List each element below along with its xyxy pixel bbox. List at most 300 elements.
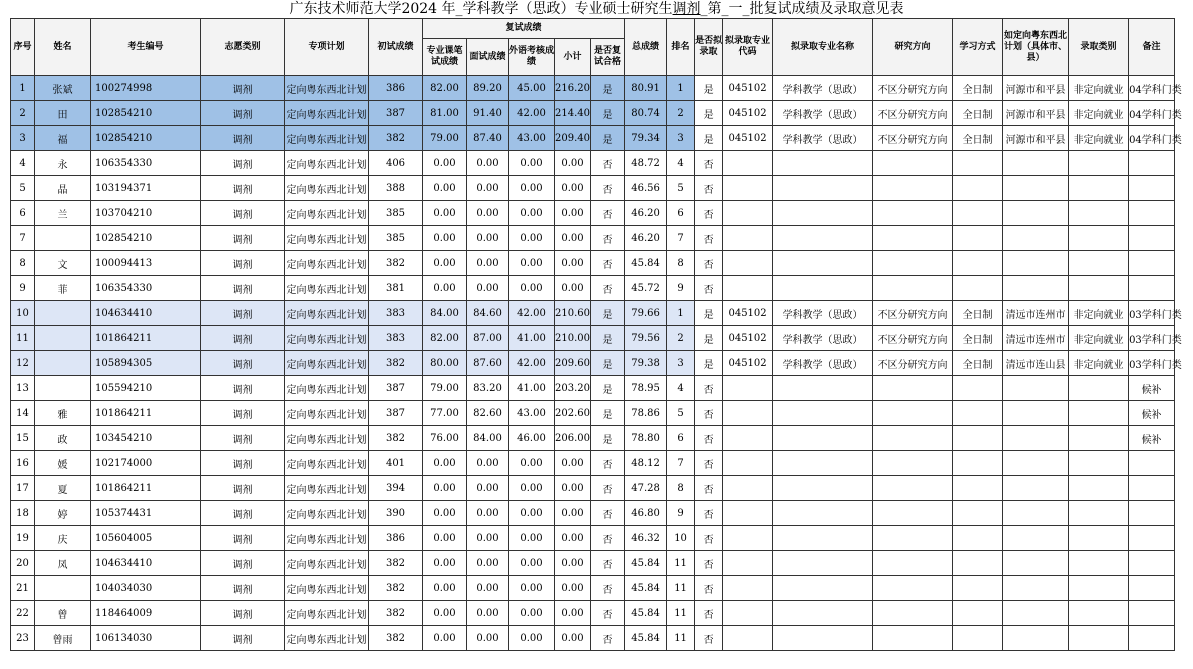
cell-interview: 0.00 <box>467 576 509 601</box>
header-major-code: 拟录取专业代码 <box>723 19 773 76</box>
cell-subtotal: 0.00 <box>555 551 591 576</box>
cell-pass: 是 <box>591 126 625 151</box>
cell-subtotal: 206.00 <box>555 426 591 451</box>
cell-exam-no: 102854210 <box>91 126 201 151</box>
cell-major-name: 学科教学（思政） <box>773 76 873 101</box>
cell-foreign: 42.00 <box>509 301 555 326</box>
cell-study-mode <box>953 251 1003 276</box>
cell-total: 79.66 <box>625 301 667 326</box>
cell-plan: 定向粤东西北计划 <box>285 76 369 101</box>
cell-total: 45.84 <box>625 576 667 601</box>
cell-region: 清远市连州市 <box>1003 326 1069 351</box>
cell-plan: 定向粤东西北计划 <box>285 126 369 151</box>
cell-rank: 1 <box>667 301 695 326</box>
cell-foreign: 42.00 <box>509 351 555 376</box>
cell-remark: 04学科门类 <box>1129 126 1175 151</box>
table-row <box>11 301 1175 326</box>
cell-foreign: 46.00 <box>509 426 555 451</box>
cell-admit: 是 <box>695 301 723 326</box>
cell-major-name <box>773 426 873 451</box>
cell-admit-type <box>1069 376 1129 401</box>
cell-prelim: 401 <box>369 451 423 476</box>
cell-volunteer: 调剂 <box>201 426 285 451</box>
cell-remark <box>1129 451 1175 476</box>
cell-subtotal: 210.00 <box>555 326 591 351</box>
cell-rank: 7 <box>667 451 695 476</box>
page-title <box>0 0 1193 18</box>
cell-interview: 87.40 <box>467 126 509 151</box>
cell-plan: 定向粤东西北计划 <box>285 426 369 451</box>
cell-exam-no: 106134030 <box>91 626 201 651</box>
cell-admit: 否 <box>695 151 723 176</box>
cell-admit: 是 <box>695 351 723 376</box>
cell-prof-written: 79.00 <box>423 126 467 151</box>
cell-prelim: 387 <box>369 401 423 426</box>
cell-rank: 9 <box>667 276 695 301</box>
cell-interview: 0.00 <box>467 176 509 201</box>
cell-remark <box>1129 576 1175 601</box>
cell-region <box>1003 276 1069 301</box>
cell-major-name <box>773 601 873 626</box>
cell-rank: 3 <box>667 126 695 151</box>
cell-plan: 定向粤东西北计划 <box>285 626 369 651</box>
cell-plan: 定向粤东西北计划 <box>285 226 369 251</box>
cell-interview: 83.20 <box>467 376 509 401</box>
cell-foreign: 0.00 <box>509 551 555 576</box>
cell-interview: 0.00 <box>467 451 509 476</box>
cell-region <box>1003 476 1069 501</box>
cell-foreign: 42.00 <box>509 101 555 126</box>
cell-foreign: 45.00 <box>509 76 555 101</box>
cell-plan: 定向粤东西北计划 <box>285 526 369 551</box>
cell-admit-type <box>1069 426 1129 451</box>
cell-study-mode <box>953 151 1003 176</box>
cell-total: 48.72 <box>625 151 667 176</box>
cell-prelim: 381 <box>369 276 423 301</box>
header-total: 总成绩 <box>625 19 667 76</box>
cell-foreign: 41.00 <box>509 326 555 351</box>
cell-exam-no: 104034030 <box>91 576 201 601</box>
cell-study-mode <box>953 476 1003 501</box>
cell-remark <box>1129 226 1175 251</box>
cell-study-mode: 全日制 <box>953 351 1003 376</box>
cell-region <box>1003 576 1069 601</box>
cell-direction <box>873 501 953 526</box>
cell-rank: 10 <box>667 526 695 551</box>
cell-rank: 3 <box>667 351 695 376</box>
cell-major-name <box>773 476 873 501</box>
cell-pass: 是 <box>591 351 625 376</box>
header-study-mode: 学习方式 <box>953 19 1003 76</box>
cell-seq: 10 <box>11 301 35 326</box>
cell-pass: 是 <box>591 426 625 451</box>
cell-prelim: 382 <box>369 601 423 626</box>
cell-prelim: 390 <box>369 501 423 526</box>
table-row <box>11 451 1175 476</box>
table-row <box>11 501 1175 526</box>
cell-exam-no: 102854210 <box>91 226 201 251</box>
cell-remark <box>1129 501 1175 526</box>
header-volunteer: 志愿类别 <box>201 19 285 76</box>
cell-remark: 03学科门类 <box>1129 351 1175 376</box>
cell-interview: 0.00 <box>467 526 509 551</box>
cell-prof-written: 0.00 <box>423 251 467 276</box>
header-plan: 专项计划 <box>285 19 369 76</box>
cell-volunteer: 调剂 <box>201 226 285 251</box>
cell-name: 夏 <box>35 476 91 501</box>
cell-interview: 82.60 <box>467 401 509 426</box>
cell-admit: 否 <box>695 201 723 226</box>
cell-volunteer: 调剂 <box>201 451 285 476</box>
cell-pass: 是 <box>591 401 625 426</box>
cell-direction <box>873 526 953 551</box>
table-row <box>11 551 1175 576</box>
cell-admit: 否 <box>695 251 723 276</box>
cell-remark: 候补 <box>1129 401 1175 426</box>
cell-region <box>1003 376 1069 401</box>
cell-major-name: 学科教学（思政） <box>773 351 873 376</box>
cell-pass: 否 <box>591 201 625 226</box>
cell-rank: 5 <box>667 401 695 426</box>
cell-admit: 否 <box>695 376 723 401</box>
cell-study-mode <box>953 376 1003 401</box>
cell-major-name: 学科教学（思政） <box>773 126 873 151</box>
cell-prelim: 382 <box>369 551 423 576</box>
cell-direction <box>873 151 953 176</box>
cell-prof-written: 79.00 <box>423 376 467 401</box>
cell-direction: 不区分研究方向 <box>873 326 953 351</box>
cell-seq: 5 <box>11 176 35 201</box>
cell-region <box>1003 626 1069 651</box>
cell-total: 79.56 <box>625 326 667 351</box>
cell-major-code: 045102 <box>723 326 773 351</box>
cell-plan: 定向粤东西北计划 <box>285 376 369 401</box>
cell-remark: 候补 <box>1129 426 1175 451</box>
header-prelim: 初试成绩 <box>369 19 423 76</box>
cell-region: 清远市连山县 <box>1003 351 1069 376</box>
table-row <box>11 401 1175 426</box>
cell-study-mode <box>953 601 1003 626</box>
table-row <box>11 476 1175 501</box>
cell-subtotal: 0.00 <box>555 601 591 626</box>
cell-name: 政 <box>35 426 91 451</box>
cell-direction <box>873 401 953 426</box>
cell-rank: 4 <box>667 376 695 401</box>
cell-foreign: 0.00 <box>509 176 555 201</box>
cell-volunteer: 调剂 <box>201 401 285 426</box>
cell-study-mode: 全日制 <box>953 101 1003 126</box>
cell-prof-written: 0.00 <box>423 551 467 576</box>
cell-rank: 1 <box>667 76 695 101</box>
cell-total: 46.56 <box>625 176 667 201</box>
cell-major-code: 045102 <box>723 76 773 101</box>
header-subtotal: 小计 <box>555 39 591 76</box>
cell-subtotal: 0.00 <box>555 576 591 601</box>
cell-foreign: 0.00 <box>509 476 555 501</box>
cell-prelim: 387 <box>369 101 423 126</box>
cell-remark <box>1129 251 1175 276</box>
cell-study-mode <box>953 501 1003 526</box>
cell-admit: 是 <box>695 126 723 151</box>
cell-region <box>1003 176 1069 201</box>
cell-pass: 否 <box>591 576 625 601</box>
cell-major-name <box>773 626 873 651</box>
cell-name: 菲 <box>35 276 91 301</box>
cell-direction <box>873 626 953 651</box>
cell-pass: 否 <box>591 276 625 301</box>
cell-total: 46.32 <box>625 526 667 551</box>
cell-major-code <box>723 501 773 526</box>
cell-direction <box>873 176 953 201</box>
table-row <box>11 251 1175 276</box>
cell-name: 庆 <box>35 526 91 551</box>
cell-exam-no: 103704210 <box>91 201 201 226</box>
cell-region <box>1003 426 1069 451</box>
cell-total: 45.84 <box>625 601 667 626</box>
cell-plan: 定向粤东西北计划 <box>285 601 369 626</box>
cell-pass: 否 <box>591 551 625 576</box>
cell-admit-type <box>1069 626 1129 651</box>
cell-volunteer: 调剂 <box>201 301 285 326</box>
cell-region <box>1003 526 1069 551</box>
table-row <box>11 576 1175 601</box>
cell-study-mode <box>953 576 1003 601</box>
cell-remark <box>1129 201 1175 226</box>
cell-pass: 是 <box>591 326 625 351</box>
cell-name <box>35 226 91 251</box>
cell-name <box>35 301 91 326</box>
cell-interview: 0.00 <box>467 151 509 176</box>
title-part-3: _第_一_批复试成绩及录取意见表 <box>700 1 904 17</box>
cell-total: 46.80 <box>625 501 667 526</box>
cell-interview: 0.00 <box>467 626 509 651</box>
cell-admit: 否 <box>695 426 723 451</box>
cell-name <box>35 351 91 376</box>
cell-prof-written: 77.00 <box>423 401 467 426</box>
table-row <box>11 201 1175 226</box>
cell-admit-type: 非定向就业 <box>1069 101 1129 126</box>
cell-major-code: 045102 <box>723 351 773 376</box>
cell-seq: 17 <box>11 476 35 501</box>
cell-admit: 否 <box>695 401 723 426</box>
cell-prelim: 387 <box>369 376 423 401</box>
cell-pass: 是 <box>591 76 625 101</box>
cell-remark <box>1129 151 1175 176</box>
cell-admit-type <box>1069 501 1129 526</box>
cell-admit-type <box>1069 401 1129 426</box>
cell-plan: 定向粤东西北计划 <box>285 501 369 526</box>
cell-foreign: 0.00 <box>509 276 555 301</box>
cell-prof-written: 0.00 <box>423 451 467 476</box>
cell-seq: 16 <box>11 451 35 476</box>
cell-remark: 候补 <box>1129 376 1175 401</box>
cell-prof-written: 76.00 <box>423 426 467 451</box>
cell-total: 45.84 <box>625 551 667 576</box>
cell-prelim: 385 <box>369 201 423 226</box>
cell-volunteer: 调剂 <box>201 201 285 226</box>
cell-direction <box>873 201 953 226</box>
cell-prelim: 383 <box>369 326 423 351</box>
cell-major-name <box>773 451 873 476</box>
cell-major-name <box>773 526 873 551</box>
cell-seq: 22 <box>11 601 35 626</box>
cell-exam-no: 104634410 <box>91 551 201 576</box>
cell-plan: 定向粤东西北计划 <box>285 476 369 501</box>
cell-total: 80.74 <box>625 101 667 126</box>
table-row <box>11 351 1175 376</box>
cell-name: 文 <box>35 251 91 276</box>
cell-study-mode: 全日制 <box>953 301 1003 326</box>
table-row <box>11 101 1175 126</box>
cell-total: 45.84 <box>625 626 667 651</box>
header-exam-no: 考生编号 <box>91 19 201 76</box>
cell-region <box>1003 551 1069 576</box>
cell-subtotal: 209.40 <box>555 126 591 151</box>
cell-volunteer: 调剂 <box>201 501 285 526</box>
cell-pass: 否 <box>591 526 625 551</box>
cell-total: 45.84 <box>625 251 667 276</box>
cell-direction: 不区分研究方向 <box>873 351 953 376</box>
cell-region: 河源市和平县 <box>1003 76 1069 101</box>
cell-name: 雅 <box>35 401 91 426</box>
cell-major-code: 045102 <box>723 101 773 126</box>
cell-rank: 4 <box>667 151 695 176</box>
cell-volunteer: 调剂 <box>201 476 285 501</box>
cell-plan: 定向粤东西北计划 <box>285 301 369 326</box>
cell-exam-no: 106354330 <box>91 276 201 301</box>
cell-prelim: 386 <box>369 526 423 551</box>
cell-major-name <box>773 176 873 201</box>
cell-major-code <box>723 276 773 301</box>
cell-rank: 9 <box>667 501 695 526</box>
cell-interview: 91.40 <box>467 101 509 126</box>
cell-rank: 11 <box>667 601 695 626</box>
cell-total: 78.80 <box>625 426 667 451</box>
cell-volunteer: 调剂 <box>201 526 285 551</box>
cell-admit: 否 <box>695 501 723 526</box>
cell-interview: 84.00 <box>467 426 509 451</box>
cell-foreign: 43.00 <box>509 401 555 426</box>
cell-admit-type <box>1069 476 1129 501</box>
cell-major-name <box>773 226 873 251</box>
cell-volunteer: 调剂 <box>201 276 285 301</box>
cell-remark: 04学科门类 <box>1129 76 1175 101</box>
cell-prof-written: 0.00 <box>423 276 467 301</box>
cell-plan: 定向粤东西北计划 <box>285 551 369 576</box>
cell-foreign: 0.00 <box>509 201 555 226</box>
table-row <box>11 276 1175 301</box>
cell-major-code <box>723 201 773 226</box>
cell-admit-type: 非定向就业 <box>1069 301 1129 326</box>
cell-major-code <box>723 426 773 451</box>
cell-rank: 2 <box>667 101 695 126</box>
cell-exam-no: 118464009 <box>91 601 201 626</box>
cell-subtotal: 0.00 <box>555 501 591 526</box>
cell-major-code: 045102 <box>723 301 773 326</box>
cell-admit: 否 <box>695 476 723 501</box>
cell-rank: 7 <box>667 226 695 251</box>
table-row <box>11 226 1175 251</box>
cell-prof-written: 80.00 <box>423 351 467 376</box>
cell-major-name <box>773 251 873 276</box>
cell-interview: 84.60 <box>467 301 509 326</box>
table-row <box>11 601 1175 626</box>
cell-rank: 8 <box>667 251 695 276</box>
cell-foreign: 0.00 <box>509 526 555 551</box>
cell-study-mode <box>953 401 1003 426</box>
header-admit-type: 录取类别 <box>1069 19 1129 76</box>
cell-admit-type <box>1069 451 1129 476</box>
cell-study-mode <box>953 226 1003 251</box>
cell-prof-written: 0.00 <box>423 226 467 251</box>
cell-subtotal: 0.00 <box>555 251 591 276</box>
cell-remark <box>1129 276 1175 301</box>
cell-subtotal: 203.20 <box>555 376 591 401</box>
cell-seq: 7 <box>11 226 35 251</box>
cell-region <box>1003 151 1069 176</box>
cell-remark <box>1129 601 1175 626</box>
cell-pass: 否 <box>591 176 625 201</box>
cell-direction: 不区分研究方向 <box>873 101 953 126</box>
cell-major-name <box>773 401 873 426</box>
cell-volunteer: 调剂 <box>201 351 285 376</box>
cell-name: 曾雨 <box>35 626 91 651</box>
cell-admit: 否 <box>695 451 723 476</box>
header-admit: 是否拟录取 <box>695 19 723 76</box>
cell-remark: 03学科门类 <box>1129 326 1175 351</box>
cell-region: 河源市和平县 <box>1003 101 1069 126</box>
cell-foreign: 0.00 <box>509 576 555 601</box>
cell-plan: 定向粤东西北计划 <box>285 451 369 476</box>
cell-subtotal: 0.00 <box>555 526 591 551</box>
cell-volunteer: 调剂 <box>201 126 285 151</box>
cell-exam-no: 101864211 <box>91 476 201 501</box>
cell-admit: 否 <box>695 276 723 301</box>
cell-rank: 11 <box>667 576 695 601</box>
cell-admit-type <box>1069 226 1129 251</box>
cell-exam-no: 101864211 <box>91 401 201 426</box>
header-interview: 面试成绩 <box>467 39 509 76</box>
cell-exam-no: 100274998 <box>91 76 201 101</box>
cell-prelim: 382 <box>369 576 423 601</box>
cell-prof-written: 82.00 <box>423 326 467 351</box>
cell-admit-type <box>1069 151 1129 176</box>
cell-prelim: 383 <box>369 301 423 326</box>
cell-total: 48.12 <box>625 451 667 476</box>
cell-total: 45.72 <box>625 276 667 301</box>
cell-prof-written: 0.00 <box>423 501 467 526</box>
cell-remark <box>1129 176 1175 201</box>
cell-major-code <box>723 576 773 601</box>
cell-exam-no: 101864211 <box>91 326 201 351</box>
cell-study-mode: 全日制 <box>953 76 1003 101</box>
cell-interview: 87.60 <box>467 351 509 376</box>
cell-direction: 不区分研究方向 <box>873 301 953 326</box>
cell-prof-written: 0.00 <box>423 476 467 501</box>
cell-seq: 20 <box>11 551 35 576</box>
cell-name: 福 <box>35 126 91 151</box>
cell-major-name <box>773 501 873 526</box>
cell-foreign: 0.00 <box>509 226 555 251</box>
cell-major-code <box>723 226 773 251</box>
cell-name: 婷 <box>35 501 91 526</box>
cell-seq: 4 <box>11 151 35 176</box>
cell-study-mode <box>953 201 1003 226</box>
cell-volunteer: 调剂 <box>201 251 285 276</box>
cell-subtotal: 202.60 <box>555 401 591 426</box>
cell-total: 78.95 <box>625 376 667 401</box>
cell-name <box>35 326 91 351</box>
